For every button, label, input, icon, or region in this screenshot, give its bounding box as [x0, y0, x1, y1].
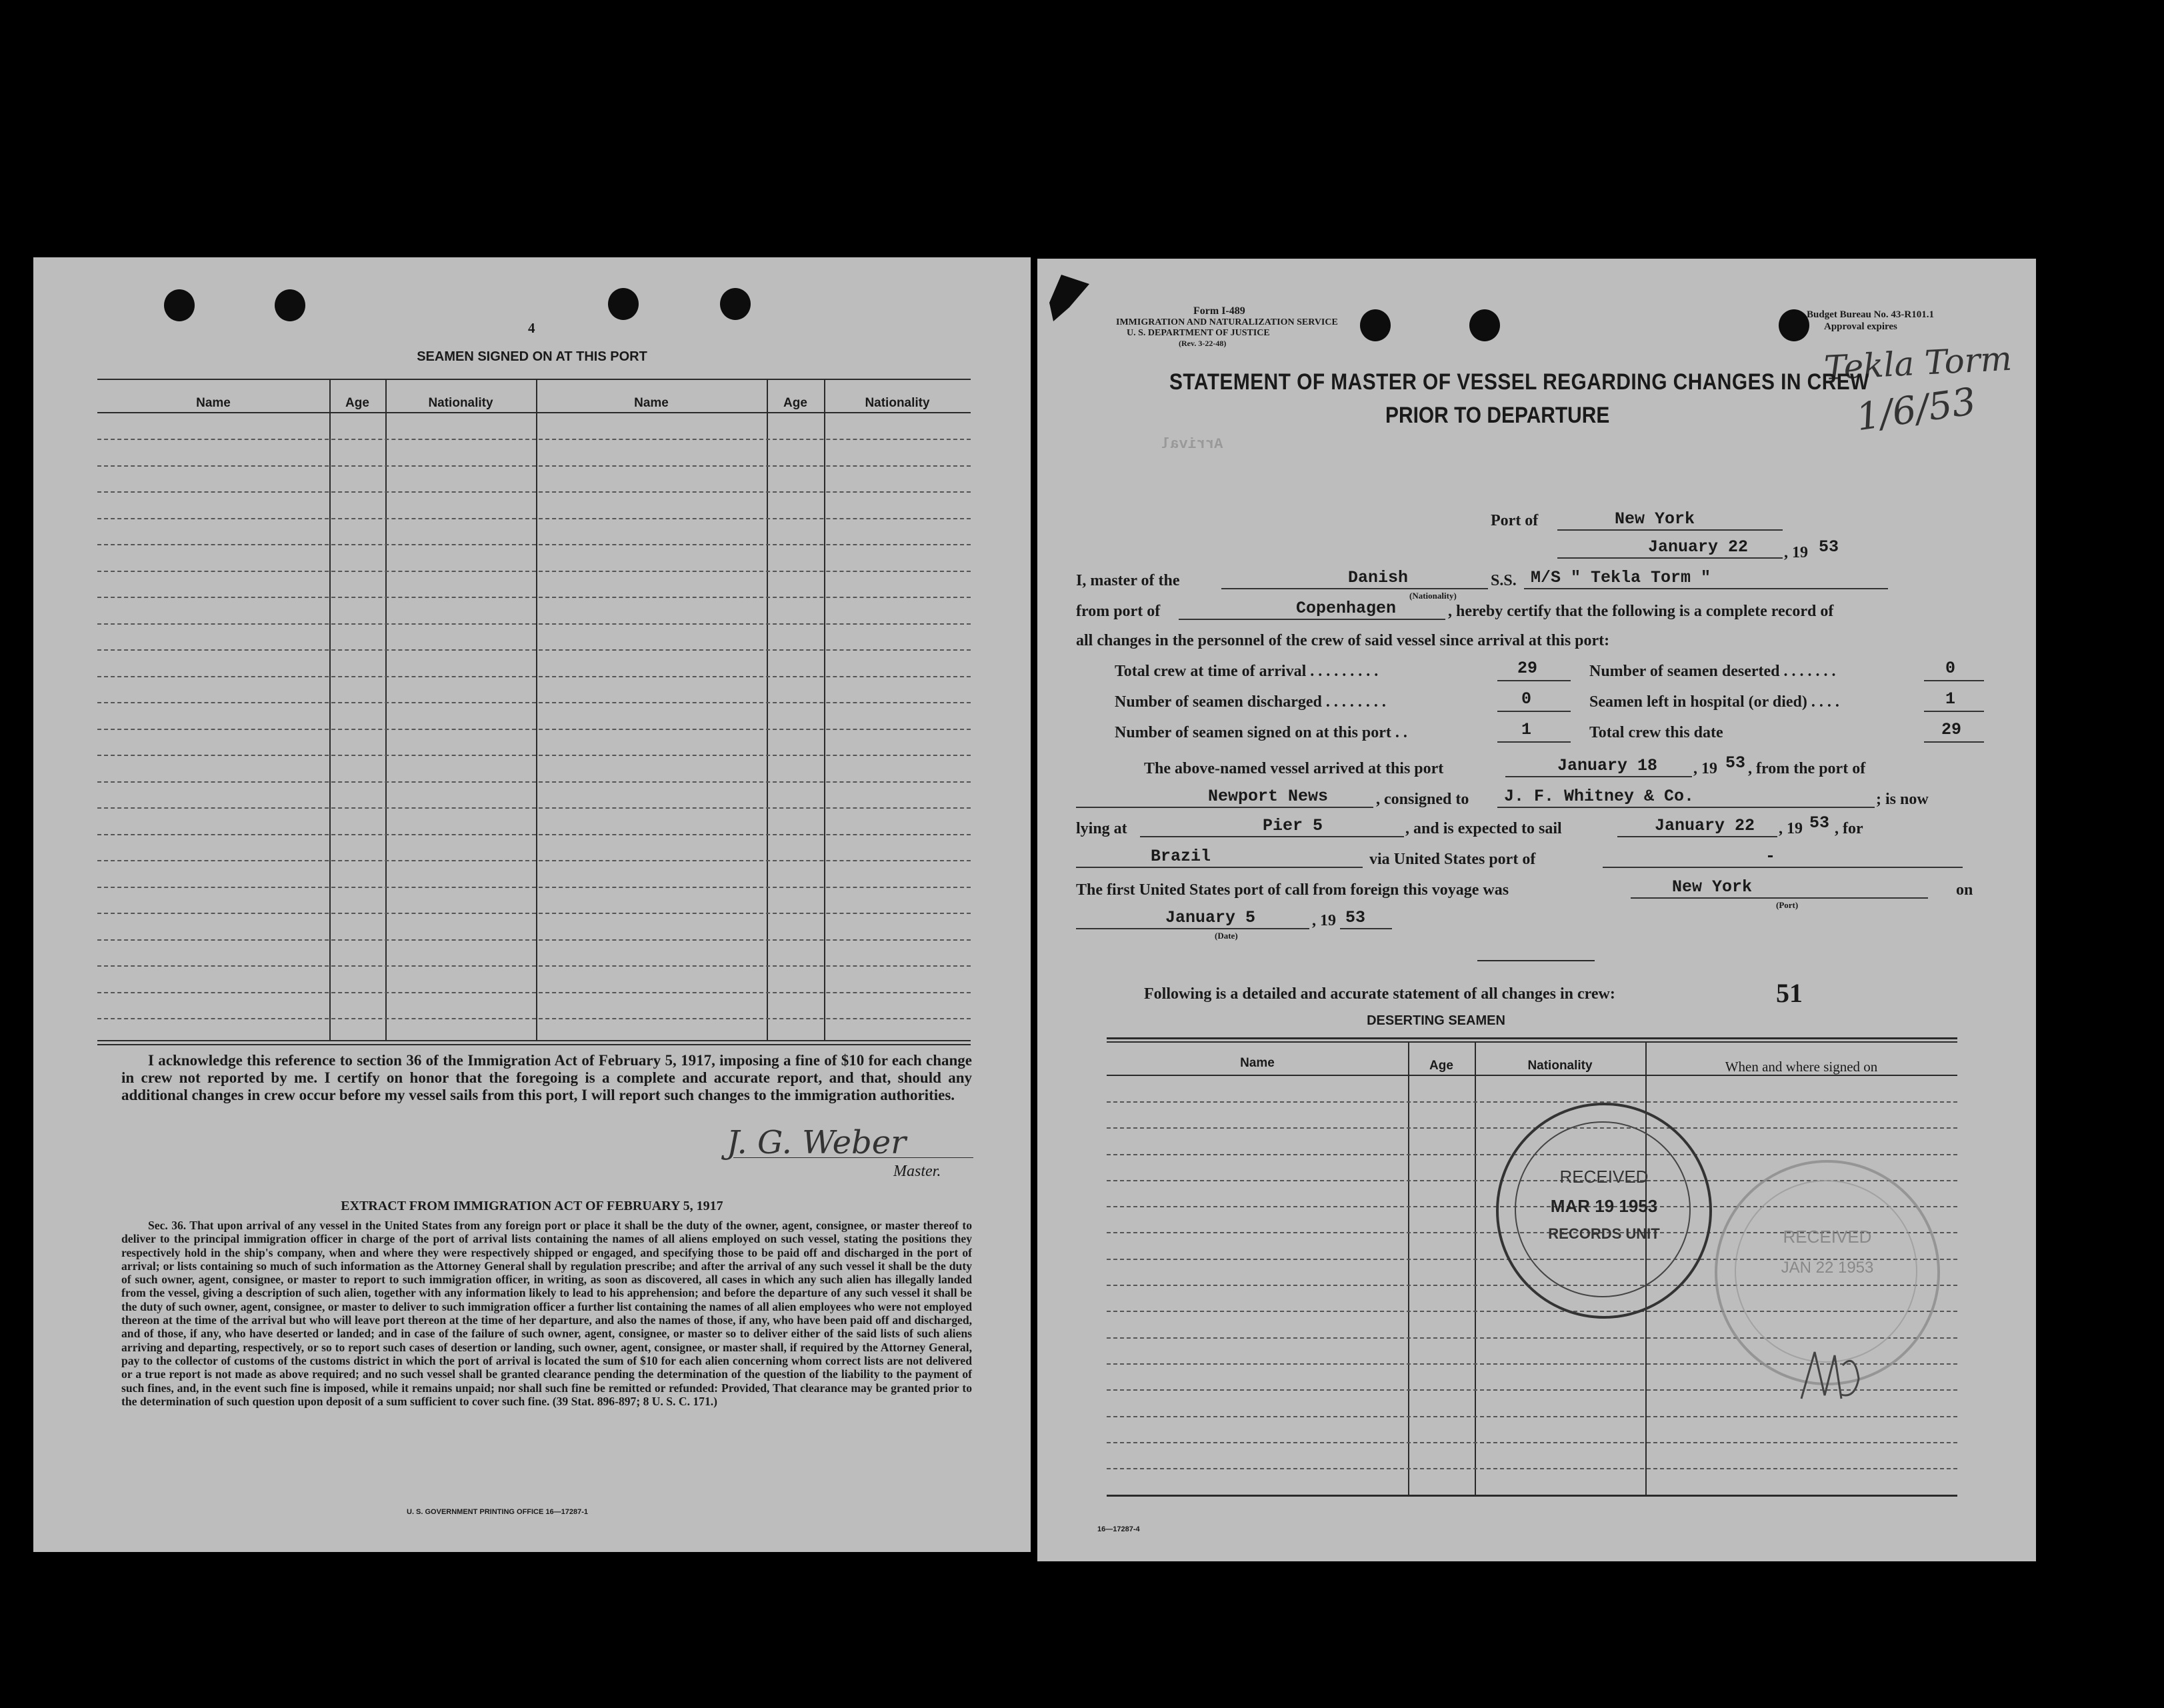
first-date-value: January 5 [1165, 908, 1256, 927]
table-row-line [97, 834, 971, 835]
vessel-name: M/S " Tekla Torm " [1531, 568, 1711, 587]
table-top-rule [97, 379, 971, 380]
column-header-nationality: Nationality [865, 396, 930, 410]
total-crew-date-label: Total crew this date [1589, 724, 1723, 741]
budget-bureau: Budget Bureau No. 43-R101.1 [1807, 309, 1934, 320]
table-row-line [1107, 1101, 1957, 1103]
table-row-line [97, 649, 971, 651]
table-row-line [97, 992, 971, 993]
underline [1924, 711, 1984, 712]
column-header-when-where: When and where signed on [1725, 1059, 1878, 1075]
ss-label: S.S. [1491, 572, 1517, 589]
underline [1924, 680, 1984, 681]
date-caption: (Date) [1215, 931, 1238, 941]
column-divider [824, 379, 825, 1040]
hospital-value: 1 [1945, 689, 1956, 709]
underline [1631, 897, 1928, 899]
printer-line: U. S. GOVERNMENT PRINTING OFFICE 16—17287-1 [407, 1508, 589, 1516]
table-row-line [97, 597, 971, 598]
pier-value: Pier 5 [1263, 816, 1323, 835]
port-caption: (Port) [1776, 900, 1799, 910]
table-row-line [97, 491, 971, 493]
underline [1557, 557, 1783, 559]
underline [1924, 741, 1984, 743]
table-row-line [1107, 1442, 1957, 1443]
table-row-line [97, 518, 971, 519]
table-bottom-rule [97, 1044, 971, 1045]
table-row-line [97, 544, 971, 545]
column-header-name: Name [1240, 1056, 1275, 1070]
underline [1617, 836, 1777, 837]
table-row-line [97, 465, 971, 467]
torn-corner [1049, 275, 1089, 321]
deserted-value: 0 [1945, 659, 1956, 678]
printer-line: 16—17287-4 [1097, 1525, 1140, 1533]
first-port-label: The first United States port of call from foreign this voyage was [1076, 881, 1509, 899]
punch-hole [275, 289, 305, 321]
stamp-received-text: RECEIVED [1783, 1227, 1872, 1247]
right-page [1037, 259, 2036, 1561]
stamp-date-text: MAR 19 1953 [1550, 1196, 1658, 1216]
table-row-line [97, 623, 971, 625]
handwritten-vessel-name: Tekla Torm [1823, 339, 2013, 388]
underline [1497, 711, 1571, 712]
underline [1076, 867, 1363, 868]
underline [1076, 928, 1309, 929]
table-row-line [1107, 1127, 1957, 1129]
consignee-value: J. F. Whitney & Co. [1504, 787, 1695, 806]
first-year-prefix: , 19 [1312, 912, 1336, 929]
total-crew-date-value: 29 [1941, 720, 1962, 739]
statement-date: January 22 [1648, 537, 1749, 557]
for-label: , for [1835, 820, 1863, 837]
port-of-value: New York [1615, 509, 1695, 529]
via-label: via United States port of [1369, 851, 1536, 868]
underline [1557, 529, 1783, 531]
underline [1221, 588, 1488, 589]
nationality-caption: (Nationality) [1409, 591, 1457, 601]
table-row-line [1107, 1416, 1957, 1417]
prior-port-value: Newport News [1208, 787, 1329, 806]
column-header-nationality: Nationality [428, 396, 493, 410]
sail-year-prefix: , 19 [1779, 820, 1803, 837]
column-header-age: Age [783, 396, 807, 410]
table-row-line [97, 702, 971, 703]
column-divider [1408, 1041, 1409, 1495]
certify-text: , hereby certify that the following is a complete record of [1448, 603, 1834, 620]
received-stamp [1496, 1103, 1712, 1319]
table-row-line [97, 807, 971, 809]
deserted-label: Number of seamen deserted . . . . . . . [1589, 663, 1836, 680]
stamp-received-text: RECEIVED [1559, 1167, 1649, 1187]
following-label: Following is a detailed and accurate statement of all changes in crew: [1144, 985, 1615, 1003]
column-divider [385, 379, 387, 1040]
approval-line: Approval expires [1824, 321, 1897, 332]
signature-caption: Master. [893, 1163, 941, 1180]
table-row-line [1107, 1468, 1957, 1469]
table-row-line [97, 781, 971, 783]
revision-line: (Rev. 3-22-48) [1179, 339, 1227, 348]
punch-hole [164, 289, 195, 321]
underline [1497, 807, 1875, 808]
statement-year: 53 [1819, 537, 1839, 557]
sail-year: 53 [1809, 813, 1830, 833]
underline [1140, 836, 1404, 837]
underline [1340, 928, 1392, 929]
extract-text: Sec. 36. That upon arrival of any vessel in the United States from any foreign port or place it shall be the duty of the owner, agent, consignee, or master thereof to deliver to the principal immigration officer in charge of the port of arrival lists containing the names of all aliens employed on such vessel, stating the positions they respectively hold in the ship's company, when and where they were respectively shipped or engaged, and specifying those to be paid off and discharged in the port of arrival; or lists containing so much of such information as the Attorney General shall by regulation prescribe; and after the arrival of any such vessel it shall be the duty of such owner, agent, consignee, or master to report to such immigration officer, in writing, as soon as discovered, all cases in which any such alien has illegally landed from the vessel, giving a description of such alien, together with any information likely to lead to his apprehension; and before the departure of any such vessel it shall be the duty of such owner, agent, consignee, or master to deliver to such immigration officer a further list containing the names of all alien employees who were not employed thereon at the time of the arrival but who will leave port thereon at the time of her departure, and also the names of those, if any, who have been paid off and discharged, and of those, if any, who have deserted or landed; and in case of the failure of such owner, agent, consignee, or master so to deliver either of the said lists of such aliens arriving and departing, respectively, or so to report such cases of desertion or landing, such owner, agent, consignee, or master shall, if required by the Attorney General, pay to the collector of customs of the customs district in which the port of arrival is located the sum of $10 for each alien concerning whom correct lists are not delivered or a true report is not made as above required; and no such vessel shall be granted clearance pending the determination of the question of the liability to the payment of such fines, and, in the event such fine is imposed, while it remains unpaid; nor shall such fine be remitted or refunded: Provided, That clearance may be granted prior to the determination of such question upon deposit of a sum sufficient to cover such fine. (39 Stat. 896-897; 8 U. S. C. 171.) [121, 1219, 972, 1408]
form-number: Form I-489 [1193, 305, 1245, 317]
form-title-line-2: PRIOR TO DEPARTURE [1385, 403, 1610, 428]
table-top-rule [1107, 1041, 1957, 1043]
acknowledgement-text: I acknowledge this reference to section 36 of the Immigration Act of February 5, 1917, imposing a fine of $10 for each change in crew not reported by me. I certify on honor that the foregoing is a complete and accurate report, and that, should any additional changes in crew occur before my vessel sails from this port, I will report such changes to the immigration authorities. [121, 1052, 972, 1103]
from-port-of-label: , from the port of [1748, 760, 1866, 777]
table-top-rule [1107, 1037, 1957, 1039]
punch-hole [608, 288, 639, 320]
on-label: on [1956, 881, 1973, 899]
table-header-rule [97, 412, 971, 413]
total-crew-arrival-label: Total crew at time of arrival . . . . . . . . . [1115, 663, 1379, 680]
column-header-nationality: Nationality [1527, 1059, 1593, 1073]
hospital-label: Seamen left in hospital (or died) . . . . [1589, 693, 1839, 711]
table-row-line [97, 755, 971, 756]
table-row-line [97, 676, 971, 677]
from-port-value: Copenhagen [1296, 599, 1397, 618]
column-divider [536, 379, 537, 1040]
expected-label: , and is expected to sail [1405, 820, 1562, 837]
underline [1505, 776, 1692, 777]
table-row-line [97, 860, 971, 861]
table-row-line [97, 729, 971, 730]
underline [1179, 619, 1445, 620]
destination-value: Brazil [1151, 847, 1211, 866]
handwritten-date: 1/6/53 [1853, 379, 1979, 440]
table-bottom-rule [1107, 1495, 1957, 1497]
nationality-value: Danish [1348, 568, 1409, 587]
column-divider [767, 379, 768, 1040]
column-header-name: Name [196, 396, 231, 410]
changes-count: 51 [1776, 978, 1803, 1008]
underline [1076, 807, 1373, 808]
consigned-label: , consigned to [1376, 791, 1469, 808]
lying-at-label: lying at [1076, 820, 1127, 837]
handwritten-initials [1795, 1339, 1868, 1412]
total-crew-arrival-value: 29 [1517, 659, 1538, 678]
changes-text: all changes in the personnel of the crew of said vessel since arrival at this port: [1076, 632, 1610, 649]
table-row-line [97, 1018, 971, 1019]
table-row-line [97, 439, 971, 440]
sail-date: January 22 [1655, 816, 1755, 835]
via-port-value: - [1765, 847, 1776, 866]
is-now-label: ; is now [1876, 791, 1929, 808]
seamen-signed-on-title: SEAMEN SIGNED ON AT THIS PORT [417, 349, 647, 364]
discharged-label: Number of seamen discharged . . . . . . . . [1115, 693, 1386, 711]
agency-line: U. S. DEPARTMENT OF JUSTICE [1127, 328, 1270, 338]
extract-title: EXTRACT FROM IMMIGRATION ACT OF FEBRUARY 5, 1917 [341, 1199, 723, 1213]
stamp-unit-text: RECORDS UNIT [1548, 1225, 1660, 1242]
underline [1497, 680, 1571, 681]
punch-hole [1779, 309, 1809, 341]
bleed-through-text: Arrival [1161, 436, 1223, 453]
table-row-line [97, 887, 971, 888]
underline [1603, 867, 1963, 868]
column-header-name: Name [634, 396, 669, 410]
arrived-label: The above-named vessel arrived at this port [1144, 760, 1444, 777]
column-header-age: Age [345, 396, 369, 410]
column-header-age: Age [1429, 1059, 1453, 1073]
master-signature: J. G. Weber [727, 1124, 907, 1161]
form-title-line-1: STATEMENT OF MASTER OF VESSEL REGARDING CHANGES IN CREW [1169, 369, 1869, 395]
arrived-year: 53 [1725, 753, 1746, 773]
column-divider [1475, 1041, 1476, 1495]
table-row-line [97, 965, 971, 967]
table-row-line [97, 571, 971, 572]
agency-line: IMMIGRATION AND NATURALIZATION SERVICE [1116, 317, 1338, 327]
table-row-line [97, 939, 971, 941]
punch-hole [1360, 309, 1391, 341]
table-bottom-rule [97, 1040, 971, 1041]
left-page [33, 257, 1031, 1552]
port-of-label: Port of [1491, 512, 1539, 529]
table-row-line [97, 913, 971, 914]
first-year: 53 [1345, 908, 1366, 927]
statement-year-prefix: , 19 [1784, 544, 1808, 561]
column-divider [329, 379, 331, 1040]
discharged-value: 0 [1521, 689, 1532, 709]
signed-on-label: Number of seamen signed on at this port . . [1115, 724, 1407, 741]
first-port-value: New York [1672, 877, 1753, 897]
deserting-seamen-title: DESERTING SEAMEN [1367, 1013, 1505, 1028]
arrived-year-prefix: , 19 [1693, 760, 1717, 777]
from-port-label: from port of [1076, 603, 1161, 620]
stamp-date-text: JAN 22 1953 [1781, 1259, 1874, 1277]
underline [1524, 588, 1888, 589]
master-of-label: I, master of the [1076, 572, 1180, 589]
section-divider [1477, 960, 1595, 961]
underline [1497, 741, 1571, 743]
punch-hole [1469, 309, 1500, 341]
signature-line [733, 1157, 973, 1158]
punch-hole [720, 288, 751, 320]
signed-on-value: 1 [1521, 720, 1532, 739]
page-number: 4 [528, 320, 535, 336]
arrived-date: January 18 [1557, 756, 1658, 775]
